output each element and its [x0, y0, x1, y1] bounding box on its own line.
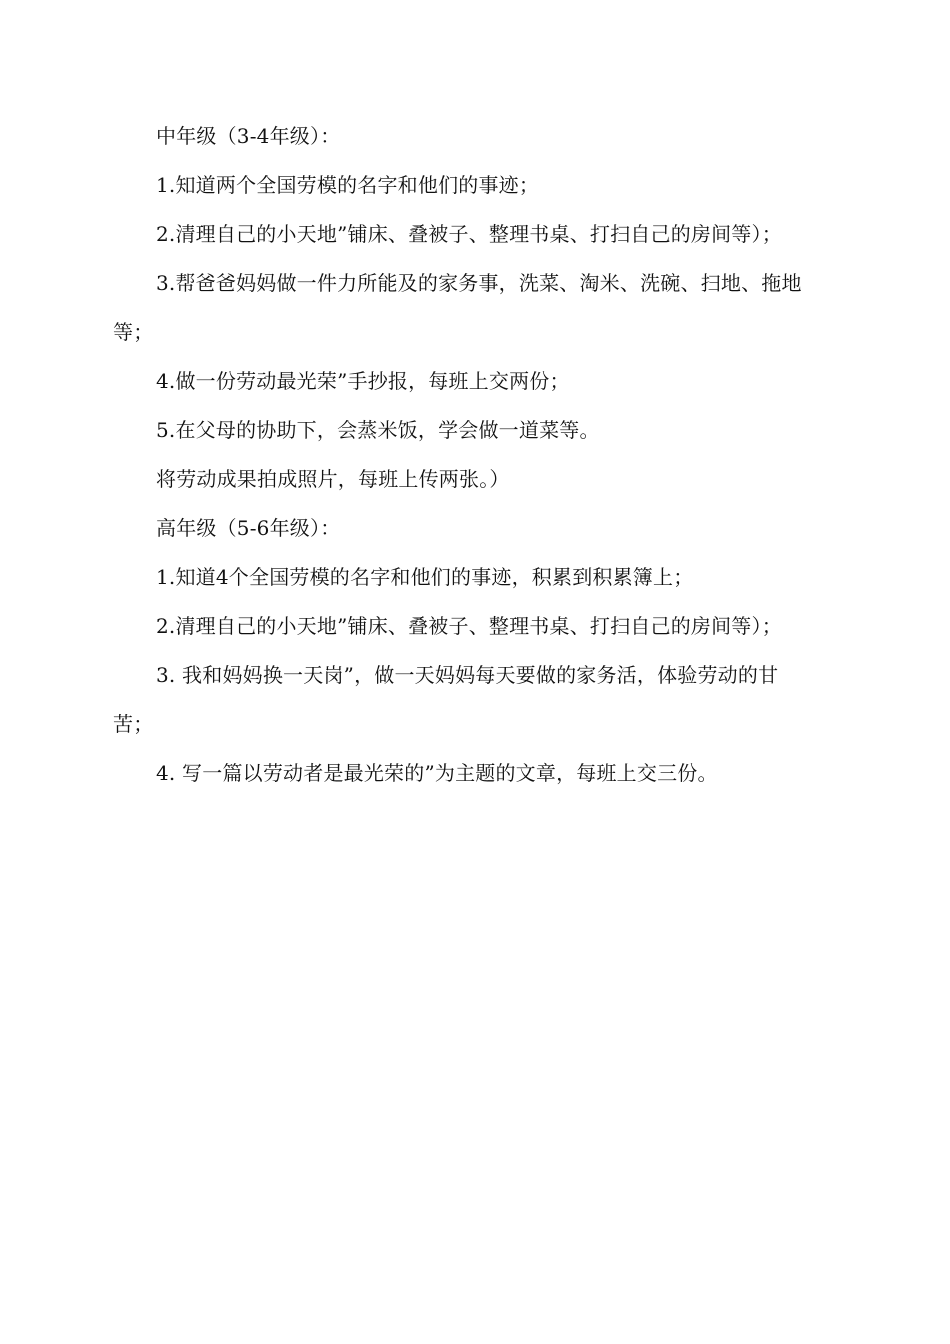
middle-item-3: 3.帮爸爸妈妈做一件力所能及的家务事，洗菜、淘米、洗碗、扫地、拖地等； — [113, 271, 802, 344]
middle-photo-note: 将劳动成果拍成照片，每班上传两张。） — [156, 467, 510, 491]
heading-middle-grade: 中年级（3-4年级）： — [156, 124, 341, 148]
middle-item-1: 1.知道两个全国劳模的名字和他们的事迹； — [156, 173, 540, 197]
heading-upper-grade: 高年级（5-6年级）： — [156, 516, 341, 540]
upper-item-4: 4. 写一篇以劳动者是最光荣的”为主题的文章，每班上交三份。 — [156, 761, 718, 785]
middle-item-4: 4.做一份劳动最光荣”手抄报，每班上交两份； — [156, 369, 570, 393]
upper-item-2: 2.清理自己的小天地”铺床、叠被子、整理书桌、打扫自己的房间等）； — [156, 614, 782, 638]
upper-item-3: 3. 我和妈妈换一天岗”，做一天妈妈每天要做的家务活，体验劳动的甘苦； — [113, 663, 779, 736]
document-body — [113, 112, 813, 798]
middle-item-2: 2.清理自己的小天地”铺床、叠被子、整理书桌、打扫自己的房间等）； — [156, 222, 782, 246]
middle-item-5: 5.在父母的协助下，会蒸米饭，学会做一道菜等。 — [156, 418, 600, 442]
upper-item-1: 1.知道4个全国劳模的名字和他们的事迹，积累到积累簿上； — [156, 565, 694, 589]
